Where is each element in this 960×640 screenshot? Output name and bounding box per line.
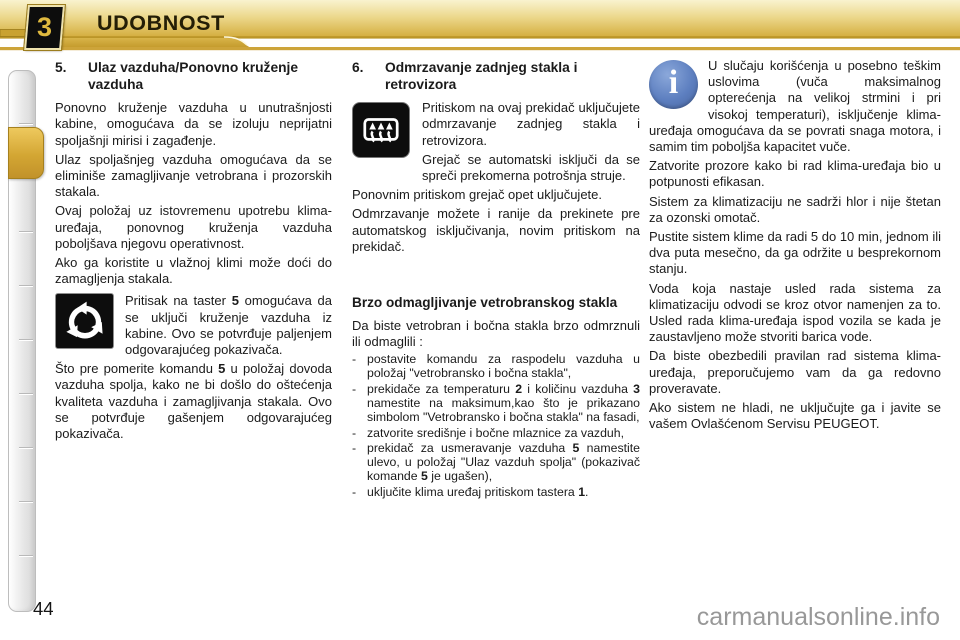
tab-divider [19,501,33,503]
rear-window-defrost-icon [352,102,410,158]
list-item: - prekidače za temperaturu 2 i količinu vazduha 3 namestite na maksimum,kao što je prikazano simbolom "Vetrobransko i bočna stakla" na fasadi, [352,381,640,424]
paragraph: Ako ga koristite u vlažnoj klimi može doći do zamagljenja stakala. [55,255,332,287]
paragraph: Voda koja nastaje usled rada sistema za klimatizaciju odvodi se kroz otvor namenjen za to. Usled rada klima-uređaja ispod vozila se kada je zaustavljeno može stvoriti barica vode. [649,280,941,345]
list-item: - uključite klima uređaj pritiskom tastera 1. [352,485,589,500]
procedure-list [352,353,640,500]
chapter-tab-strip [8,70,36,612]
paragraph: Odmrzavanje možete i ranije da prekinete pre automatskog isključivanja, novim pritiskom na prekidač. [352,206,640,254]
tab-divider [19,285,33,287]
paragraph: Pustite sistem klime da radi 5 do 10 min, jednom ili dva puta mesečno, da ga održite u besprekornom stanju. [649,229,941,277]
paragraph: Što pre pomerite komandu 5 u položaj dovoda vazduha spolja, kako ne bi došlo do oštećenja kvaliteta vazduha i zamagljivanja stakala. Ovo se potvrđuje gašenjem odgovarajućeg pokazivača. [55,361,332,442]
paragraph: Ulaz spoljašnjeg vazduha omogućava da se eliminiše zamagljivanje vetrobrana i prozorskih stakala. [55,151,332,200]
section-air-intake [55,60,332,445]
subsection-title: Brzo odmagljivanje vetrobranskog stakla [352,295,618,311]
section-title: Odmrzavanje zadnjeg stakla i retrovizora [385,60,578,92]
chapter-number: 3 [36,12,53,42]
page-title: UDOBNOST [97,11,225,35]
paragraph: Ponovnim pritiskom grejač opet uključujete. [352,187,603,203]
section-title: Ulaz vazduha/Ponovno kruženje vazduha [88,60,299,92]
paragraph: Ako sistem ne hladi, ne uključujte ga i javite se vašem Ovlašćenom Servisu PEUGEOT. [649,400,941,432]
paragraph: Grejač se automatski isključi da se spreči prekomerna potrošnja struje. [422,151,640,183]
page-number: 44 [33,598,54,619]
paragraph: Ovaj položaj uz istovremenu upotrebu klima-uređaja, ponovnog kruženja vazduha poboljšava njegovu operativnost. [55,203,332,251]
tab-divider [19,555,33,557]
tab-divider [19,447,33,449]
defrost-body [352,100,640,184]
tab-divider [19,123,33,125]
paragraph: Pritiskom na ovaj prekidač uključujete odmrzavanje zadnjeg stakla i retrovizora. [422,100,640,148]
paragraph: Da biste obezbedili pravilan rad sistema klima-uređaja, preporučujemo vam da ga redovno proveravate. [649,348,941,396]
paragraph: Zatvorite prozore kako bi rad klima-uređaja bio u potpunosti efikasan. [649,158,941,190]
list-item: - zatvorite središnje i bočne mlaznice za vazduh, [352,425,624,440]
section-climate-notes [649,58,941,435]
tab-divider [19,393,33,395]
section-number: 6. [352,60,364,75]
paragraph: Ponovno kruženje vazduha u unutrašnjosti kabine, omogućava da se izoluju neprijatni spoljašnji mirisi i zagađenje. [55,100,332,148]
info-icon: i [649,60,698,109]
paragraph: U slučaju korišćenja u posebno teškim uslovima (vuča maksimalnog opterećenja na velikoj strmini i pri visokoj temperaturi), isključenje klima-uređaja omogućava da se povrati snaga motora, i samim tim poboljša kapacitet vuče. [649,58,941,155]
tab-divider [19,231,33,233]
active-chapter-tab [8,127,44,179]
section-defrost [352,60,640,502]
paragraph: Da biste vetrobran i bočna stakla brzo odmrznuli ili odmaglili : [352,317,640,349]
section-heading [55,60,332,93]
chapter-number-badge [24,5,65,50]
paragraph: Sistem za klimatizaciju ne sadrži hlor i nije štetan za ozonski omotač. [649,193,941,225]
list-item: - postavite komandu za raspodelu vazduha u položaj "vetrobransko i bočna stakla", [352,352,640,380]
icon-note-row [55,293,332,358]
icon-note: Pritisak na taster 5 omogućava da se uključi kruženje vazduha iz kabine. Ovo se potvrđuje paljenjem odgovarajućeg pokazivača. [125,293,332,358]
list-item: - prekidač za usmeravanje vazduha 5 namestite ulevo, u položaj "Ulaz vazduh spolja" (pokazivač komande 5 je ugašen), [352,441,640,484]
section-heading [352,60,640,93]
watermark: carmanualsonline.info [696,603,940,631]
air-recirculation-icon [55,293,114,349]
tab-divider [19,339,33,341]
section-number: 5. [55,60,67,75]
